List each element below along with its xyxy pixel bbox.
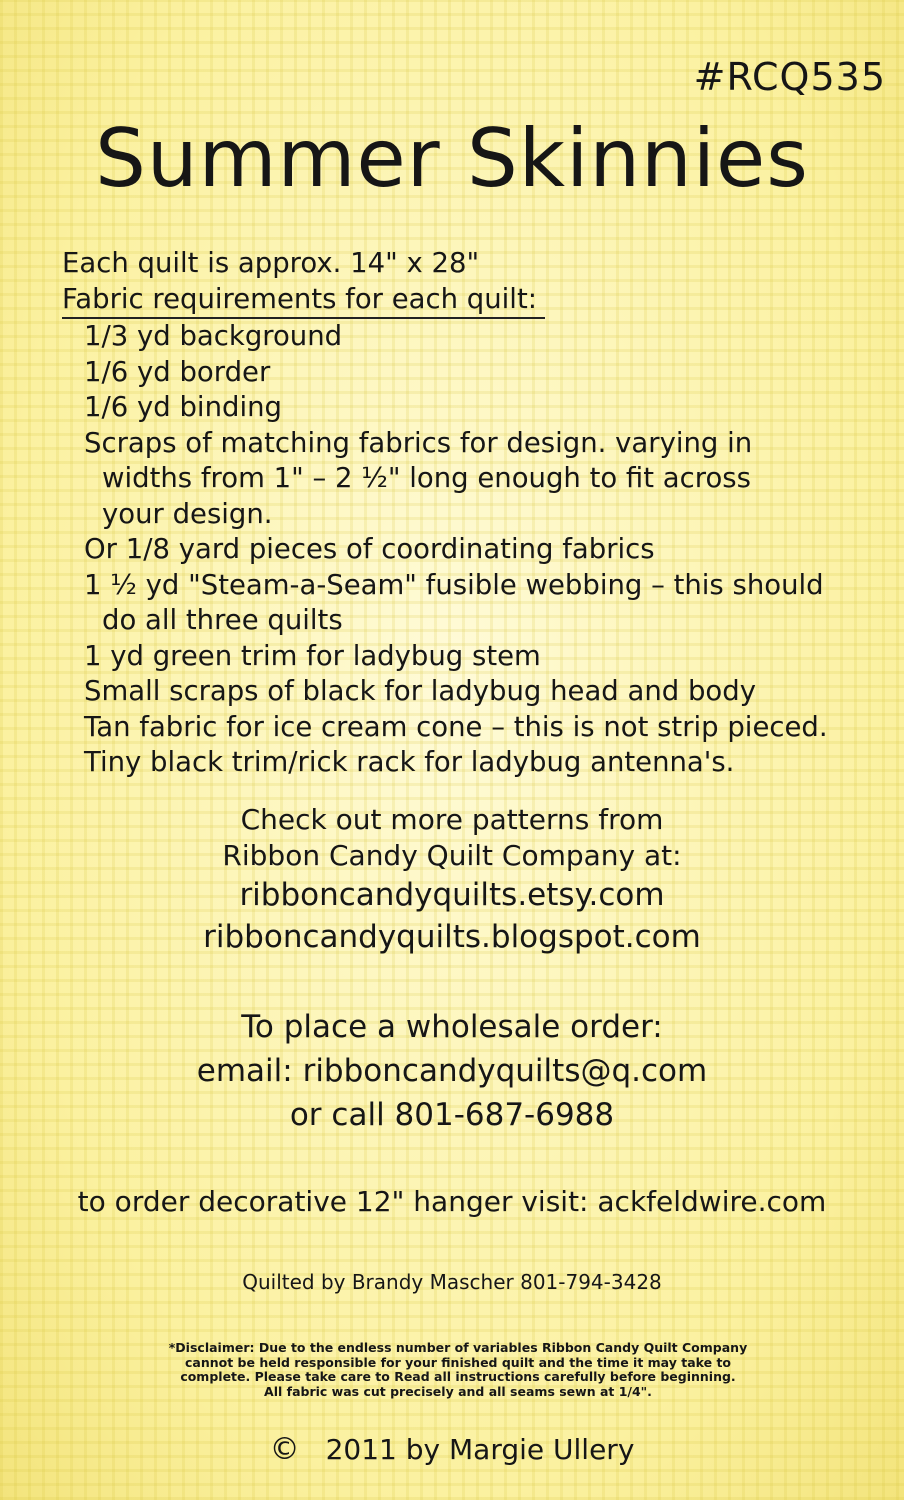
requirement-item-continued: widths from 1" – 2 ½" long enough to fit across — [102, 462, 751, 494]
disclaimer-line: cannot be held responsible for your finished quilt and the time it may take to — [184, 1354, 732, 1370]
wholesale-phone: or call 801-687-6988 — [289, 1097, 615, 1133]
hanger-note: to order decorative 12" hanger visit: ackfeldwire.com — [77, 1185, 827, 1218]
pattern-number: #RCQ535 — [693, 55, 886, 99]
requirement-item: Scraps of matching fabrics for design. varying in — [84, 426, 753, 459]
wholesale-heading: To place a wholesale order: — [241, 1009, 663, 1045]
requirement-item: 1/6 yd border — [84, 355, 271, 388]
more-patterns-line1: Check out more patterns from — [240, 803, 664, 836]
etsy-link[interactable]: ribboncandyquilts.etsy.com — [239, 877, 665, 913]
requirement-item: Tiny black trim/rick rack for ladybug antenna's. — [84, 746, 735, 778]
requirement-item: 1/6 yd binding — [84, 391, 282, 423]
requirement-item: Or 1/8 yard pieces of coordinating fabrics — [84, 533, 655, 565]
wholesale-email[interactable]: email: ribboncandyquilts@q.com — [196, 1053, 708, 1089]
disclaimer — [88, 1341, 828, 1399]
requirement-item: 1 ½ yd "Steam-a-Seam" fusible webbing – this should — [84, 568, 824, 601]
requirements-heading: Fabric requirements for each quilt: — [62, 282, 545, 320]
requirement-item-continued: do all three quilts — [102, 604, 343, 636]
copyright-text: 2011 by Margie Ullery — [325, 1433, 635, 1466]
wholesale-section — [0, 1005, 904, 1137]
page-title: Summer Skinnies — [95, 112, 809, 205]
requirement-item: 1 yd green trim for ladybug stem — [84, 639, 541, 672]
disclaimer-line: complete. Please take care to Read all instructions carefully before beginning. — [180, 1369, 736, 1384]
disclaimer-line: *Disclaimer: Due to the endless number of variables Ribbon Candy Quilt Company — [168, 1340, 748, 1355]
blog-link[interactable]: ribboncandyquilts.blogspot.com — [203, 919, 701, 955]
requirement-item-continued: your design. — [102, 497, 273, 530]
quilted-by-credit: Quilted by Brandy Mascher 801-794-3428 — [242, 1270, 662, 1294]
copyright-line — [0, 1432, 904, 1467]
disclaimer-line: All fabric was cut precisely and all seams sewn at 1/4". — [264, 1383, 652, 1399]
more-patterns-line2: Ribbon Candy Quilt Company at: — [222, 839, 682, 872]
size-note: Each quilt is approx. 14" x 28" — [62, 247, 480, 279]
more-patterns-section — [0, 802, 904, 958]
requirement-item: Tan fabric for ice cream cone – this is not strip pieced. — [84, 710, 828, 743]
requirement-item: Small scraps of black for ladybug head and body — [84, 675, 756, 707]
copyright-symbol: © — [269, 1432, 300, 1467]
requirements-section — [62, 246, 862, 781]
requirement-item: 1/3 yd background — [84, 320, 343, 352]
